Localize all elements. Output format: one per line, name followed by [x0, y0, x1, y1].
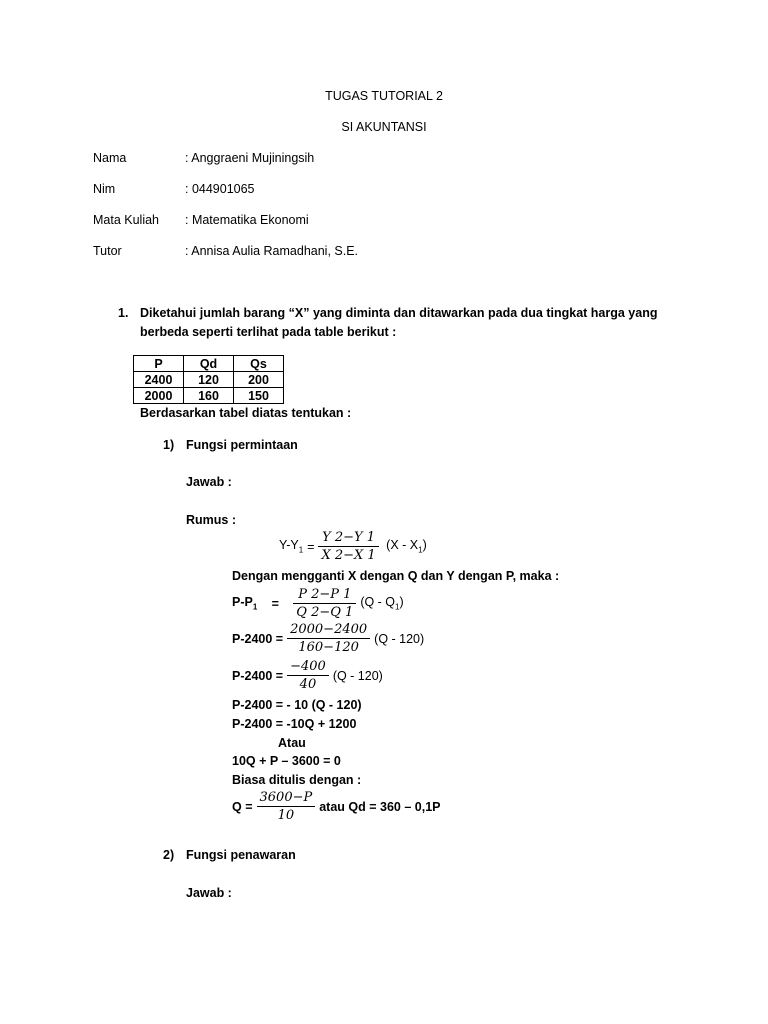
- table-row: [134, 372, 284, 388]
- table-header-p: P: [134, 356, 184, 372]
- step1-denominator: Q 2−Q 1: [296, 605, 354, 620]
- general-formula: [279, 530, 427, 563]
- part1-number: 1): [163, 438, 175, 452]
- part2-number: 2): [163, 848, 175, 862]
- step1-rhs: $(Q - Q_1)$: [360, 595, 404, 612]
- formula-eq: =: [307, 539, 315, 554]
- question-number: 1.: [118, 306, 129, 320]
- part1-title: Fungsi permintaan: [186, 438, 298, 452]
- step3-numerator: −400: [287, 659, 329, 676]
- part1-rumus: Rumus :: [186, 513, 236, 527]
- formula-lhs: $Y-Y_1$: [279, 538, 304, 555]
- final-denominator: 10: [277, 808, 295, 823]
- table-row: [134, 388, 284, 404]
- final-lhs: Q =: [232, 799, 253, 814]
- part2-jawab: Jawab :: [186, 886, 232, 900]
- final-rhs: atau Qd = 360 – 0,1P: [319, 799, 441, 814]
- step1-lhs: $P-P_1$: [232, 595, 258, 612]
- final-numerator: 3600−P: [257, 790, 316, 807]
- formula-rhs: $(X - X_1)$: [386, 538, 427, 555]
- identity-value-tutor: : Annisa Aulia Ramadhani, S.E.: [185, 244, 359, 258]
- identity-label-nim: Nim: [93, 182, 116, 196]
- final-formula: [232, 790, 440, 823]
- document-title: TUGAS TUTORIAL 2: [325, 89, 443, 103]
- step3-fraction: [287, 659, 329, 692]
- step-6: 10Q + P – 3600 = 0: [232, 754, 341, 768]
- step1-fraction: [293, 587, 356, 620]
- table-cell: 120: [184, 372, 234, 388]
- step-4: P-2400 = - 10 (Q - 120): [232, 698, 362, 712]
- price-quantity-table: [133, 355, 284, 404]
- formula-numerator: Y 2−Y 1: [318, 530, 378, 547]
- identity-value-nim: : 044901065: [185, 182, 255, 196]
- table-cell: 200: [234, 372, 284, 388]
- table-cell: 2000: [134, 388, 184, 404]
- step1-numerator: P 2−P 1: [293, 587, 356, 604]
- step2-lhs: P-2400 =: [232, 631, 284, 646]
- table-cell: 2400: [134, 372, 184, 388]
- atau-text: Atau: [278, 736, 306, 750]
- part1-jawab: Jawab :: [186, 475, 232, 489]
- replace-text: Dengan mengganti X dengan Q dan Y dengan P, maka :: [232, 569, 560, 583]
- step3-rhs: (Q - 120): [332, 668, 383, 683]
- table-header-qs: Qs: [234, 356, 284, 372]
- step1-eq: =: [271, 596, 279, 611]
- formula-fraction: [318, 530, 378, 563]
- step2-numerator: 2000−2400: [287, 622, 370, 639]
- step-2: [232, 622, 424, 655]
- final-fraction: [257, 790, 316, 823]
- step3-denominator: 40: [299, 677, 317, 692]
- question-line-2: berbeda seperti terlihat pada table berikut :: [140, 325, 397, 339]
- step3-lhs: P-2400 =: [232, 668, 284, 683]
- identity-value-nama: : Anggraeni Mujiningsih: [185, 151, 315, 165]
- identity-label-nama: Nama: [93, 151, 127, 165]
- document-subtitle: SI AKUNTANSI: [341, 120, 427, 134]
- identity-label-tutor: Tutor: [93, 244, 122, 258]
- formula-denominator: X 2−X 1: [321, 548, 376, 563]
- biasa-text: Biasa ditulis dengan :: [232, 773, 362, 787]
- table-header-row: [134, 356, 284, 372]
- part2-title: Fungsi penawaran: [186, 848, 296, 862]
- table-cell: 160: [184, 388, 234, 404]
- table-header-qd: Qd: [184, 356, 234, 372]
- identity-label-matakuliah: Mata Kuliah: [93, 213, 160, 227]
- identity-value-matakuliah: : Matematika Ekonomi: [185, 213, 309, 227]
- instruction-text: Berdasarkan tabel diatas tentukan :: [140, 406, 352, 420]
- step2-denominator: 160−120: [298, 640, 359, 655]
- step2-rhs: (Q - 120): [374, 631, 425, 646]
- question-line-1: Diketahui jumlah barang “X” yang diminta dan ditawarkan pada dua tingkat harga yang: [140, 306, 658, 320]
- step2-fraction: [287, 622, 370, 655]
- step-3: [232, 659, 383, 692]
- step-5: P-2400 = -10Q + 1200: [232, 717, 357, 731]
- table-cell: 150: [234, 388, 284, 404]
- step-1: [232, 587, 404, 620]
